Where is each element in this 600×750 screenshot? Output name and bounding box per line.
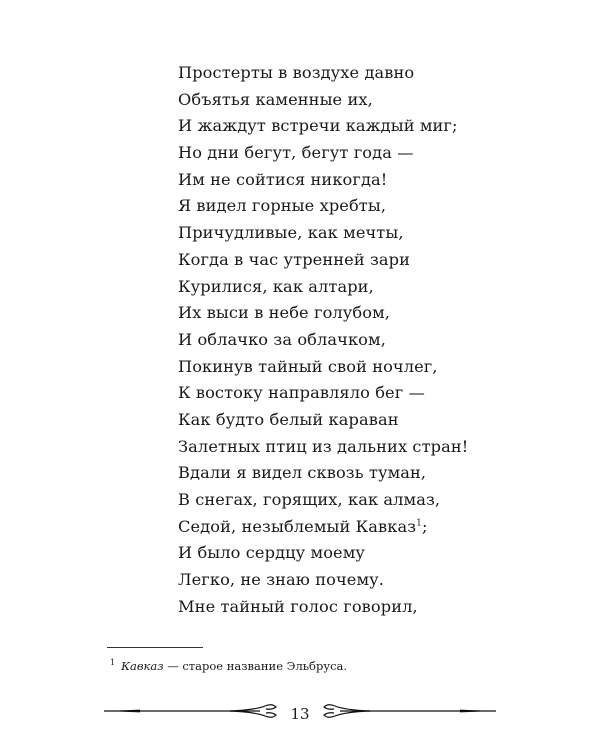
footnote-text: — старое название Эльбруса. <box>163 659 348 673</box>
poem-line: Залетных птиц из дальних стран! <box>178 436 469 456</box>
poem-line: Объятья каменные их, <box>178 89 373 109</box>
poem-line: Причудливые, как мечты, <box>178 223 404 243</box>
poem-line: Покинув тайный свой ночлег, <box>178 356 438 376</box>
poem-line: Им не сойтися никогда! <box>178 169 388 189</box>
poem-line: Вдали я видел сквозь туман, <box>178 463 427 483</box>
poem-line: Как будто белый караван <box>178 409 399 429</box>
poem-line: Их выси в небе голубом, <box>178 303 391 323</box>
poem-stanza <box>178 60 468 620</box>
poem-line: К востоку направляло бег — <box>178 383 425 403</box>
poem-line-text: Седой, незыблемый Кавказ <box>178 516 417 536</box>
footnote-term: Кавказ <box>121 659 164 673</box>
footnote-reference[interactable]: 1 <box>416 518 422 529</box>
poem-line-punctuation: ; <box>421 516 428 536</box>
poem-line: Когда в час утренней зари <box>178 249 410 269</box>
poem-line: Я видел горные хребты, <box>178 196 387 216</box>
poem-line: И было сердцу моему <box>178 543 366 563</box>
footnote-mark: 1 <box>110 658 116 668</box>
page-number: 13 <box>290 705 310 723</box>
poem-line-with-note <box>178 514 468 541</box>
poem-line: Мне тайный голос говорил, <box>178 596 418 616</box>
poem-line: Но дни бегут, бегут года — <box>178 143 414 163</box>
poem-line: И облачко за облачком, <box>178 329 386 349</box>
footnote <box>110 659 347 673</box>
poem-line: В снегах, горящих, как алмаз, <box>178 490 441 509</box>
footnote-divider <box>107 647 203 648</box>
poem-line: Простерты в воздухе давно <box>178 63 415 82</box>
poem-line: И жаждут встречи каждый миг; <box>178 116 458 136</box>
poem-line: Курилися, как алтари, <box>178 276 374 296</box>
poem-line: Легко, не знаю почему. <box>178 570 385 590</box>
